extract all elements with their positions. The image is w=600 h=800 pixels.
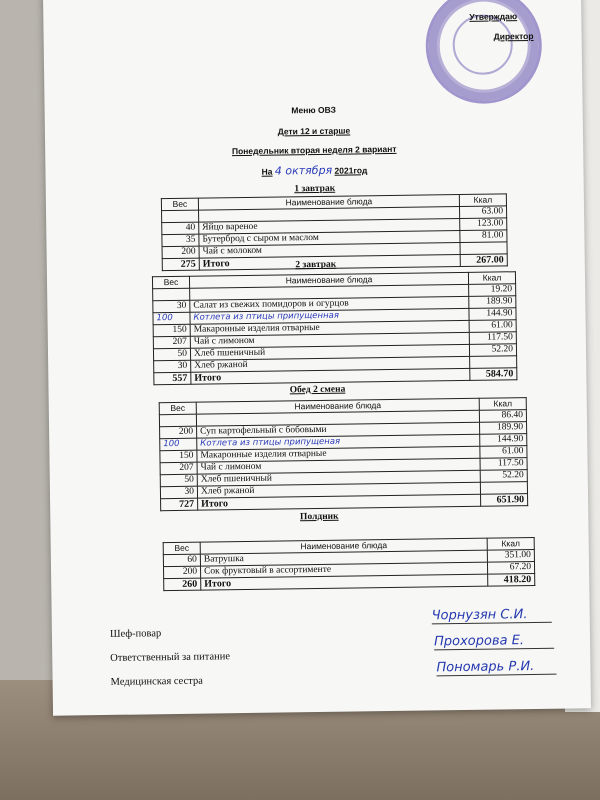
row-kcal: 144.90 [469, 308, 516, 321]
section-title-breakfast-2: 2 завтрак [295, 259, 337, 271]
row-weight: 50 [153, 348, 190, 361]
food-manager-label: Ответственный за питание [110, 651, 231, 664]
row-name: Салат из свежих помидоров и огурцов [190, 296, 469, 312]
row-weight: 30 [153, 300, 190, 313]
menu-table-snack [163, 537, 536, 591]
food-manager-signature: Прохорова Е. [434, 633, 554, 651]
row-name: Ватрушка [200, 550, 487, 566]
chef-signature: Чорнузян С.И. [432, 607, 552, 625]
row-kcal: 52.20 [469, 344, 516, 357]
row-kcal: 117.50 [469, 332, 516, 345]
page-title: Меню ОВЗ [291, 104, 336, 116]
total-label: Итого [191, 368, 470, 384]
row-name: Хлеб ржаной [197, 482, 480, 498]
stamp-inner-ring [452, 14, 513, 75]
total-weight: 260 [164, 578, 201, 591]
menu-table-lunch [159, 397, 528, 511]
date-handwritten: 4 октября [274, 163, 333, 178]
section-title-breakfast-1: 1 завтрак [294, 183, 336, 195]
row-kcal: 123.00 [460, 218, 507, 231]
row-kcal: 67.20 [487, 561, 534, 574]
row-name: Хлеб пшеничный [190, 344, 469, 360]
row-weight: 207 [160, 462, 197, 475]
row-kcal [480, 482, 527, 495]
row-weight: 35 [162, 234, 199, 247]
approve-label: Утверждаю [469, 11, 518, 22]
row-weight: 100 [153, 312, 190, 325]
row-kcal: 52.20 [480, 470, 527, 483]
row-weight: 100 [160, 438, 197, 451]
row-kcal: 61.00 [480, 446, 527, 459]
col-name-header: Наименование блюда [189, 272, 468, 288]
section-title-lunch: Обед 2 смена [289, 384, 346, 396]
row-kcal: 81.00 [460, 230, 507, 243]
age-group: Дети 12 и старше [277, 125, 351, 137]
total-label: Итого [199, 254, 460, 270]
row-name: Макаронные изделия отварные [197, 446, 480, 462]
date-prefix: На [261, 166, 273, 177]
row-kcal: 63.00 [459, 206, 506, 219]
col-weight-header: Вес [161, 198, 198, 211]
total-kcal: 267.00 [460, 254, 507, 267]
row-kcal: 351.00 [487, 549, 534, 562]
total-kcal: 651.90 [481, 494, 528, 507]
row-name: Хлеб пшеничный [197, 470, 480, 486]
row-kcal: 86.40 [479, 410, 526, 423]
row-name: Бутерброд с сыром и маслом [199, 230, 460, 246]
nurse-label: Медицинская сестра [110, 675, 203, 688]
row-name: Яйцо вареное [199, 218, 460, 234]
col-weight-header: Вес [152, 276, 189, 289]
row-kcal [470, 356, 517, 369]
row-weight: 30 [160, 486, 197, 499]
total-kcal: 584.70 [470, 368, 517, 381]
row-weight [159, 414, 196, 427]
row-weight [153, 288, 190, 301]
row-name: Чай с молоком [199, 242, 460, 258]
row-weight: 150 [153, 324, 190, 337]
row-name: Котлета из птицы припущенная [190, 308, 469, 324]
total-weight: 557 [154, 372, 191, 385]
date-line [45, 160, 583, 181]
row-weight: 200 [160, 426, 197, 439]
row-kcal: 117.50 [480, 458, 527, 471]
row-name: Суп картофельный с бобовыми [197, 422, 480, 438]
row-kcal [460, 242, 507, 255]
total-weight: 275 [162, 258, 199, 271]
row-name: Хлеб ржаной [191, 356, 470, 372]
row-kcal: 19.20 [469, 284, 516, 297]
nurse-signature: Пономарь Р.И. [436, 659, 556, 677]
row-weight: 200 [163, 566, 200, 579]
total-kcal: 418.20 [488, 573, 535, 586]
menu-table-breakfast-2 [152, 271, 517, 385]
col-kcal-header: Ккал [459, 194, 506, 207]
col-kcal-header: Ккал [479, 398, 526, 411]
row-kcal: 144.90 [480, 434, 527, 447]
total-label: Итого [201, 574, 488, 590]
col-kcal-header: Ккал [468, 272, 515, 285]
total-weight: 727 [161, 498, 198, 511]
col-weight-header: Вес [159, 402, 196, 415]
row-kcal: 189.90 [480, 422, 527, 435]
row-name: Котлета из птицы припущеная [197, 434, 480, 450]
day-line: Понедельник вторая неделя 2 вариант [231, 143, 397, 157]
total-label: Итого [198, 494, 481, 510]
col-name-header: Наименование блюда [198, 194, 459, 210]
row-name: Чай с лимоном [197, 458, 480, 474]
row-weight: 60 [163, 554, 200, 567]
row-weight [162, 210, 199, 223]
row-weight: 207 [153, 336, 190, 349]
date-year: 2021год [334, 165, 368, 176]
row-kcal: 189.90 [469, 296, 516, 309]
row-weight: 40 [162, 222, 199, 235]
row-weight: 150 [160, 450, 197, 463]
col-name-header: Наименование блюда [196, 398, 479, 414]
row-name: Чай с лимоном [190, 332, 469, 348]
row-weight: 200 [162, 246, 199, 259]
section-title-snack: Полдник [299, 511, 339, 523]
menu-sheet [43, 0, 591, 716]
row-weight: 30 [154, 360, 191, 373]
row-name: Сок фруктовый в ассортименте [200, 562, 487, 578]
director-label: Директор [493, 30, 534, 42]
col-name-header: Наименование блюда [200, 538, 487, 554]
row-name: Макаронные изделия отварные [190, 320, 469, 336]
chef-label: Шеф-повар [109, 628, 162, 640]
row-weight: 50 [160, 474, 197, 487]
col-weight-header: Вес [163, 542, 200, 555]
col-kcal-header: Ккал [487, 537, 534, 550]
row-kcal: 61.00 [469, 320, 516, 333]
